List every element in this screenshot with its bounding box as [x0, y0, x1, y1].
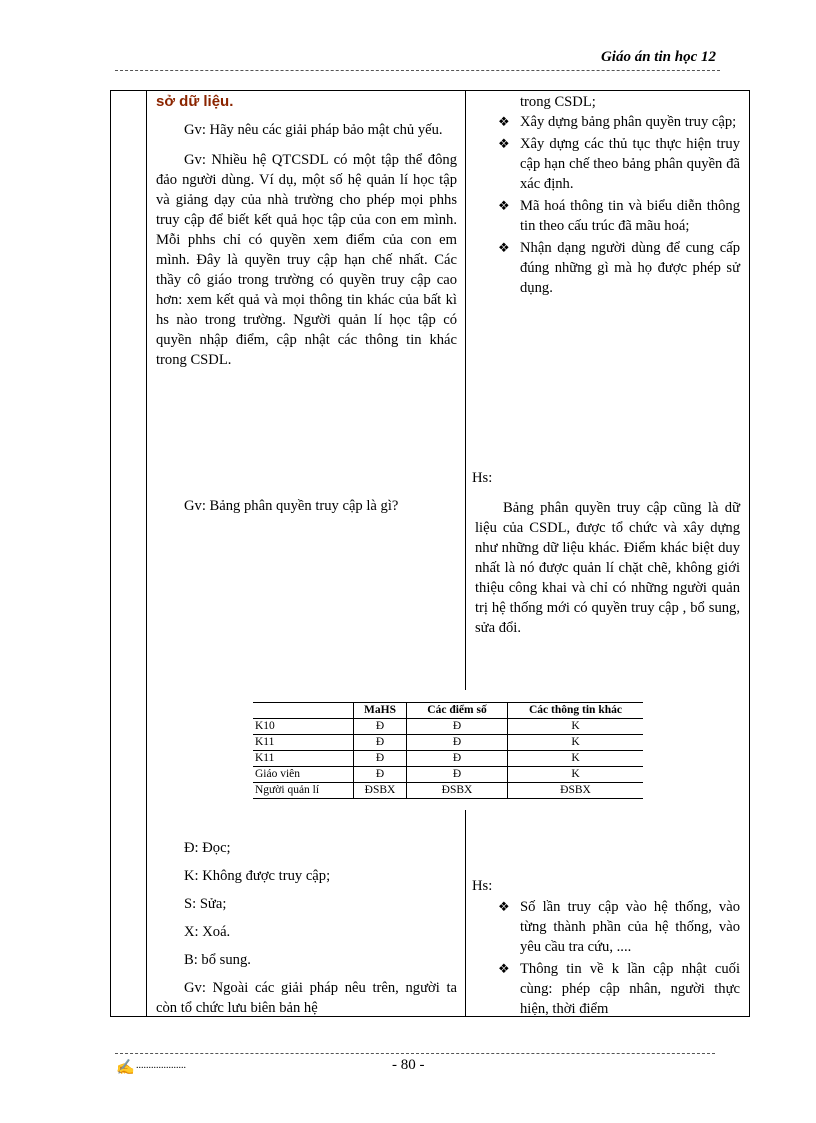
section-heading: sở dữ liệu. [156, 93, 234, 110]
table-left-border [110, 90, 111, 1017]
list-item: ❖ Xây dựng bảng phân quyền truy cập; [498, 114, 737, 130]
log-info-list [496, 897, 740, 1015]
list-item: ❖ Số lần truy cập vào hệ thống, vào từng thành phần của hệ thống, vào yêu cầu tra cứu, .... [498, 899, 740, 955]
teacher-question-1: Gv: Hãy nêu các giải pháp bảo mật chủ yếu. [184, 122, 443, 138]
list-item: ❖ Mã hoá thông tin và biểu diễn thông tin theo cấu trúc đã mãu hoá; [498, 198, 740, 234]
table-cell: Đ [354, 735, 407, 751]
table-cell: Đ [354, 767, 407, 783]
teacher-explanation: Gv: Nhiều hệ QTCSDL có một tập thể đông đảo người dùng. Ví dụ, một số hệ quản lí học tập và giảng dạy của nhà trường cho phép mọi phhs truy cập để biết kết quả học tập của con em mình. Mỗi phhs chỉ có quyền xem điểm của con em mình. Đây là quyền truy cập hạn chế nhất. Các thầy cô giáo trong trường có quyền truy cập cao hơn: xem kết quả và mọi thông tin khác của bất kì hs nào trong trường. Người quản lí học tập có quyền nhập điểm, cập nhật các thông tin khác trong CSDL. [156, 152, 457, 368]
table-row [253, 751, 643, 767]
table-col-divider-2-top [465, 90, 466, 690]
legend-item: B: bổ sung. [184, 952, 251, 968]
table-cell: K [508, 719, 644, 735]
diamond-bullet-icon: ❖ [498, 136, 510, 151]
table-cell: ĐSBX [508, 783, 644, 799]
student-answer-1-wrap [475, 498, 740, 648]
right-bottom-content [496, 897, 740, 1015]
table-header-cell: MaHS [354, 703, 407, 719]
table-right-border [749, 90, 750, 1017]
legend-item: K: Không được truy cập; [184, 868, 331, 884]
legend-and-question [156, 838, 457, 1018]
left-top-content [156, 92, 457, 380]
footer-dots: .................... [136, 1060, 186, 1071]
table-col-divider-1 [146, 90, 147, 1017]
diamond-bullet-icon: ❖ [498, 240, 510, 255]
table-header-cell: Các điểm số [407, 703, 508, 719]
table-cell: Đ [354, 751, 407, 767]
table-header-cell: Các thông tin khác [508, 703, 644, 719]
diamond-bullet-icon: ❖ [498, 198, 510, 213]
table-cell: K10 [253, 719, 354, 735]
table-cell: ĐSBX [407, 783, 508, 799]
student-label-1: Hs: [472, 470, 493, 486]
header-divider [115, 70, 720, 71]
table-cell: Đ [407, 735, 508, 751]
legend-item: S: Sửa; [184, 896, 227, 912]
diamond-bullet-icon: ❖ [498, 899, 510, 914]
table-cell: K [508, 751, 644, 767]
table-cell: Người quản lí [253, 783, 354, 799]
table-col-divider-2-bottom [465, 810, 466, 1017]
pen-icon: ✍ [116, 1060, 135, 1076]
list-item: ❖ Thông tin về k lần cập nhật cuối cùng: phép cập nhân, người thực hiện, thời điểm [498, 961, 740, 1015]
page-number: - 80 - [392, 1057, 425, 1073]
right-top-content [496, 92, 740, 300]
table-row [253, 767, 643, 783]
diamond-bullet-icon: ❖ [498, 114, 510, 129]
table-cell: Giáo viên [253, 767, 354, 783]
table-cell: Đ [407, 719, 508, 735]
access-permission-table [253, 702, 643, 799]
table-cell: Đ [407, 751, 508, 767]
student-label-2: Hs: [472, 878, 493, 894]
legend-item: X: Xoá. [184, 924, 231, 940]
table-row [253, 719, 643, 735]
table-row [253, 783, 643, 799]
table-header-row [253, 703, 643, 719]
diamond-bullet-icon: ❖ [498, 961, 510, 976]
footer-divider [115, 1053, 715, 1054]
list-item: ❖ Xây dựng các thủ tục thực hiện truy cập hạn chế theo bảng phân quyền đã xác định. [498, 136, 740, 192]
header-title: Giáo án tin học 12 [600, 49, 716, 65]
table-cell: K11 [253, 751, 354, 767]
table-cell: Đ [354, 719, 407, 735]
legend-item: Đ: Đọc; [184, 840, 231, 856]
table-cell: K [508, 767, 644, 783]
continued-text: trong CSDL; [520, 94, 596, 110]
table-cell: K [508, 735, 644, 751]
security-solutions-list [496, 112, 740, 298]
table-row [253, 735, 643, 751]
teacher-question-2-wrap [156, 496, 457, 526]
table-header-cell [253, 703, 354, 719]
teacher-question-2: Gv: Bảng phân quyền truy cập là gì? [184, 498, 399, 514]
teacher-question-3: Gv: Ngoài các giải pháp nêu trên, người ta còn tổ chức lưu biên bản hệ [156, 980, 457, 1016]
table-cell: Đ [407, 767, 508, 783]
table-cell: K11 [253, 735, 354, 751]
table-top-border [110, 90, 749, 91]
list-item: ❖ Nhận dạng người dùng để cung cấp đúng những gì mà họ được phép sử dụng. [498, 240, 740, 296]
student-answer-1: Bảng phân quyền truy cập cũng là dữ liệu của CSDL, được tổ chức và xây dựng như những dữ liệu khác. Điểm khác biệt duy nhất là nó được quản lí chặt chẽ, không giới thiệu công khai và chỉ có những người quản trị hệ thống mới có quyền truy cập , bổ sung, sửa đổi. [475, 500, 740, 636]
table-cell: ĐSBX [354, 783, 407, 799]
